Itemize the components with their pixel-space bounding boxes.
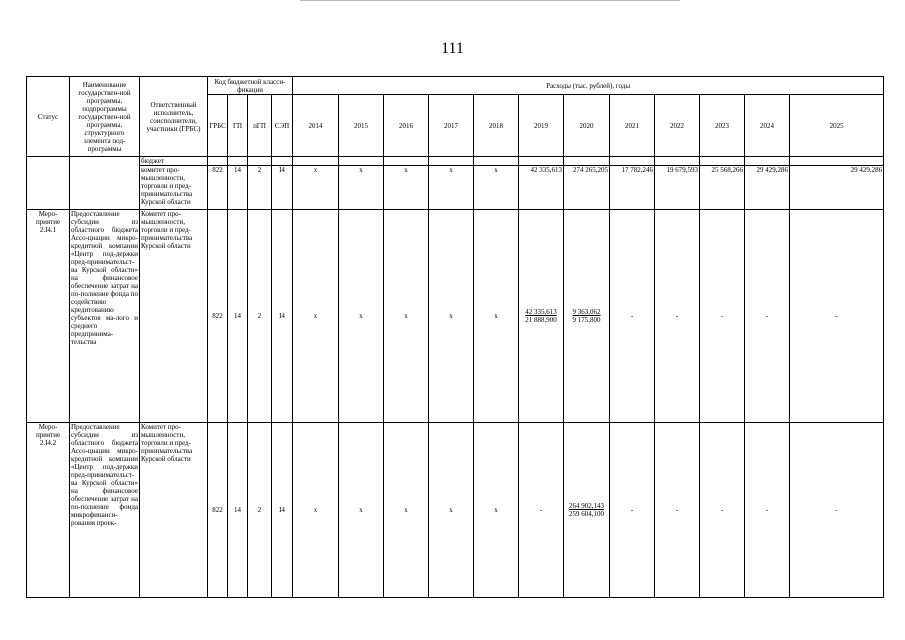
header-year: 2024 <box>745 95 790 157</box>
value-cell: - <box>610 423 655 598</box>
cont-name <box>70 157 140 210</box>
header-year: 2023 <box>700 95 745 157</box>
header-code-grbs: ГРБС <box>208 95 228 157</box>
header-year: 2020 <box>564 95 610 157</box>
value-cell: x <box>293 210 339 423</box>
activity-executor: Комитет про-мышленности, торговли и пред-принимательства Курской области <box>140 210 208 423</box>
value-cell: 42 335,613 <box>519 166 564 210</box>
value-cell: 17 782,246 <box>610 166 655 210</box>
value-cell: - <box>745 423 790 598</box>
header-year: 2021 <box>610 95 655 157</box>
amount-total: 42 335,613 <box>525 308 557 316</box>
code-cell: 14 <box>228 166 248 210</box>
value-cell: 25 568,266 <box>700 166 745 210</box>
activity-status: Меро-приятие 2.I4.1 <box>27 210 70 423</box>
value-cell: x <box>293 166 339 210</box>
header-year: 2018 <box>474 95 519 157</box>
cont-exec: комитет про-мышленности, торговли и пред-принимательства Курской области <box>140 166 208 210</box>
code-cell: 2 <box>248 423 272 598</box>
code-cell: I4 <box>272 166 293 210</box>
value-cell: 29 429,286 <box>745 166 790 210</box>
value-cell-2019 <box>519 210 564 423</box>
activity-name: Предоставление субсидии из областного бюджета Ассо-циации микро-кредитной компании «Центр под-держки пред-принимательст-ва Курской области» на финансовое обеспечение затрат на по-полнение фонда микрофинанси-рования проек- <box>70 423 140 598</box>
budget-table <box>26 76 884 598</box>
value-cell: 19 679,593 <box>655 166 700 210</box>
value-cell: x <box>293 423 339 598</box>
code-cell: 822 <box>208 166 228 210</box>
value-cell: x <box>339 166 384 210</box>
value-cell-2019: - <box>519 423 564 598</box>
header-year: 2014 <box>293 95 339 157</box>
value-cell: x <box>429 210 474 423</box>
value-cell: x <box>384 210 429 423</box>
header-budget-code: Код бюджетной класси-фикации <box>208 77 293 95</box>
value-cell: x <box>474 423 519 598</box>
header-executor: Ответственный исполнитель, соисполнители, участники (ГРБС) <box>140 77 208 157</box>
continuation-row <box>27 166 884 210</box>
value-cell: x <box>429 166 474 210</box>
code-cell: I4 <box>272 423 293 598</box>
code-cell: 14 <box>228 423 248 598</box>
activity-row-2 <box>27 423 884 598</box>
code-cell: 14 <box>228 210 248 423</box>
header-program-name: Наименование государствен-ной программы, подпрограммы государствен-ной программы, структурного элемента под-программы <box>70 77 140 157</box>
code-cell: 822 <box>208 423 228 598</box>
activity-executor: Комитет про-мышленности, торговли и пред-принимательства Курской области <box>140 423 208 598</box>
value-cell: x <box>339 210 384 423</box>
amount-federal: 259 604,100 <box>569 510 605 518</box>
header-year: 2025 <box>790 95 884 157</box>
cont-status <box>27 157 70 210</box>
header-row-1 <box>27 77 884 95</box>
header-year: 2015 <box>339 95 384 157</box>
amount-federal: 21 888,900 <box>525 316 557 324</box>
code-cell: 2 <box>248 210 272 423</box>
value-cell: - <box>655 210 700 423</box>
activity-status: Меро-приятие 2.I4.2 <box>27 423 70 598</box>
value-cell: - <box>790 423 884 598</box>
continuation-row-top <box>27 157 884 166</box>
code-cell: 822 <box>208 210 228 423</box>
value-cell: x <box>474 210 519 423</box>
value-cell: 29 429,286 <box>790 166 884 210</box>
value-cell: - <box>790 210 884 423</box>
header-expenses: Расходы (тыс. рублей), годы <box>293 77 884 95</box>
value-cell: - <box>745 210 790 423</box>
value-cell: 274 265,205 <box>564 166 610 210</box>
header-year: 2019 <box>519 95 564 157</box>
top-rule <box>300 0 680 1</box>
value-cell: - <box>700 423 745 598</box>
activity-name: Предоставление субсидии из областного бюджета Ассо-циации микро-кредитной компании «Центр под-держки пред-принимательст-ва Курской области» на финансовое обеспечение затрат на по-полнение фонда по содействию кредитованию субъектов ма-лого и среднего предпринима-тельства <box>70 210 140 423</box>
header-year: 2016 <box>384 95 429 157</box>
value-cell: - <box>610 210 655 423</box>
activity-row-1 <box>27 210 884 423</box>
value-cell: x <box>384 423 429 598</box>
code-cell: 2 <box>248 166 272 210</box>
value-cell: x <box>339 423 384 598</box>
value-cell: - <box>700 210 745 423</box>
value-cell: - <box>655 423 700 598</box>
amount-federal: 9 175,800 <box>572 316 601 324</box>
amount-total: 264 902,143 <box>569 502 605 510</box>
value-cell: x <box>474 166 519 210</box>
header-year: 2022 <box>655 95 700 157</box>
page-number: 111 <box>441 40 464 57</box>
header-code-pgp: пГП <box>248 95 272 157</box>
value-cell-2020 <box>564 210 610 423</box>
header-code-sep: СЭП <box>272 95 293 157</box>
value-cell: x <box>429 423 474 598</box>
code-cell: I4 <box>272 210 293 423</box>
cont-exec-top: бюджет <box>140 157 208 166</box>
header-code-gp: ГП <box>228 95 248 157</box>
value-cell-2020 <box>564 423 610 598</box>
header-year: 2017 <box>429 95 474 157</box>
value-cell: x <box>384 166 429 210</box>
amount-total: 9 363,062 <box>572 308 601 316</box>
header-status: Статус <box>27 77 70 157</box>
